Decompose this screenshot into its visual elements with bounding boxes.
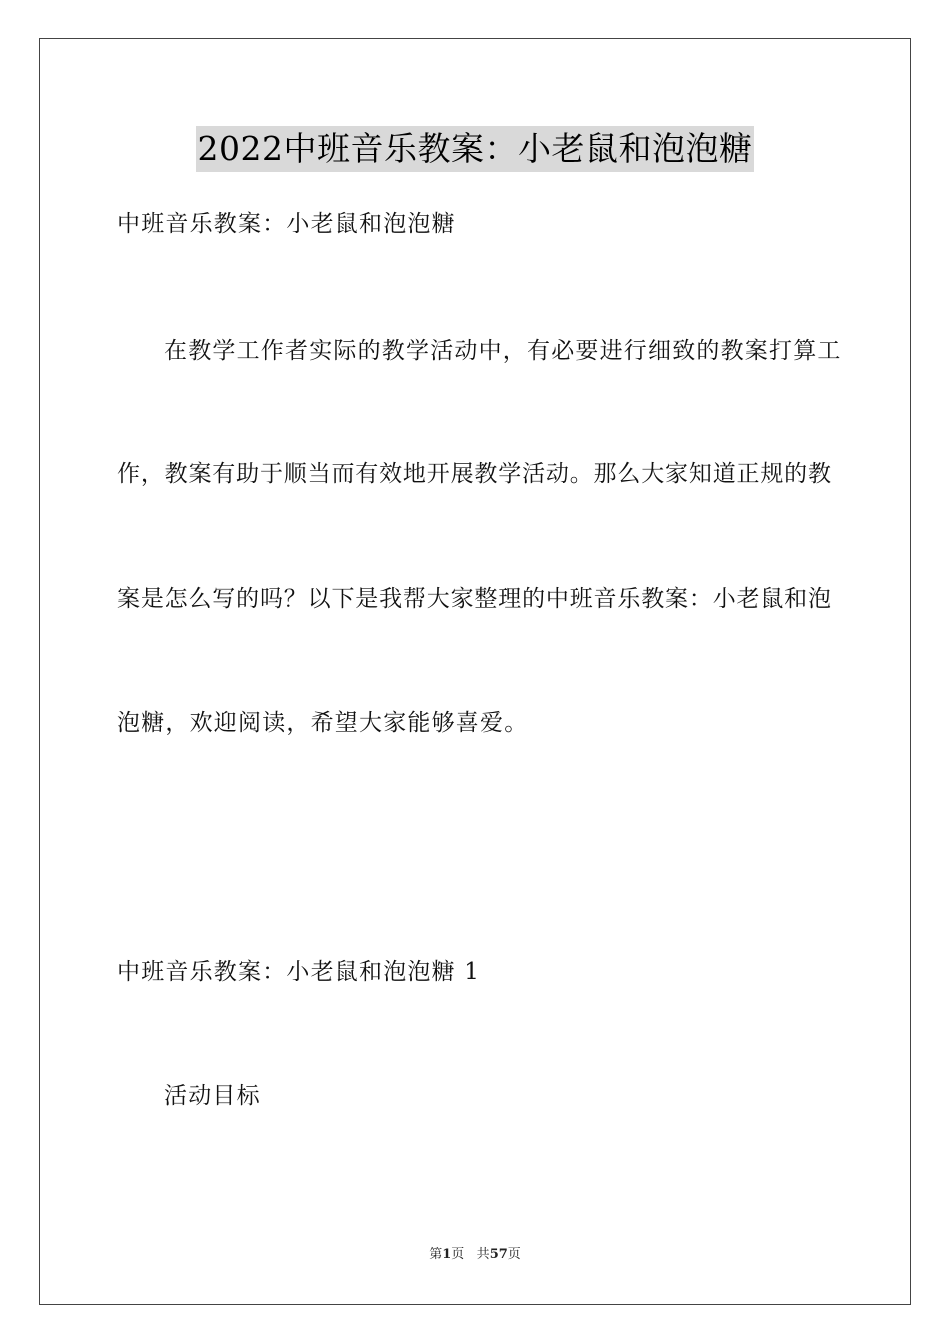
total-label-prefix: 共 — [476, 1247, 490, 1262]
page-footer — [0, 1246, 950, 1264]
subsection-heading: 活动目标 — [164, 1083, 261, 1109]
title-container — [0, 126, 950, 172]
total-pages-number: 57 — [489, 1247, 508, 1262]
paragraph-line: 案是怎么写的吗？以下是我帮大家整理的中班音乐教案：小老鼠和泡 — [117, 586, 831, 612]
current-page-number: 1 — [442, 1247, 452, 1262]
section-heading: 中班音乐教案：小老鼠和泡泡糖 1 — [117, 959, 481, 985]
paragraph-line: 泡糖，欢迎阅读，希望大家能够喜爱。 — [117, 710, 529, 736]
paragraph-line: 作，教案有助于顺当而有效地开展教学活动。那么大家知道正规的教 — [117, 461, 831, 487]
paragraph-line: 在教学工作者实际的教学活动中，有必要进行细致的教案打算工 — [164, 338, 842, 364]
total-label-suffix: 页 — [507, 1247, 521, 1262]
document-subtitle: 中班音乐教案：小老鼠和泡泡糖 — [117, 211, 456, 237]
page-label-prefix: 第 — [429, 1247, 443, 1262]
page-label-suffix: 页 — [451, 1247, 465, 1262]
document-title: 2022中班音乐教案：小老鼠和泡泡糖 — [196, 126, 755, 172]
